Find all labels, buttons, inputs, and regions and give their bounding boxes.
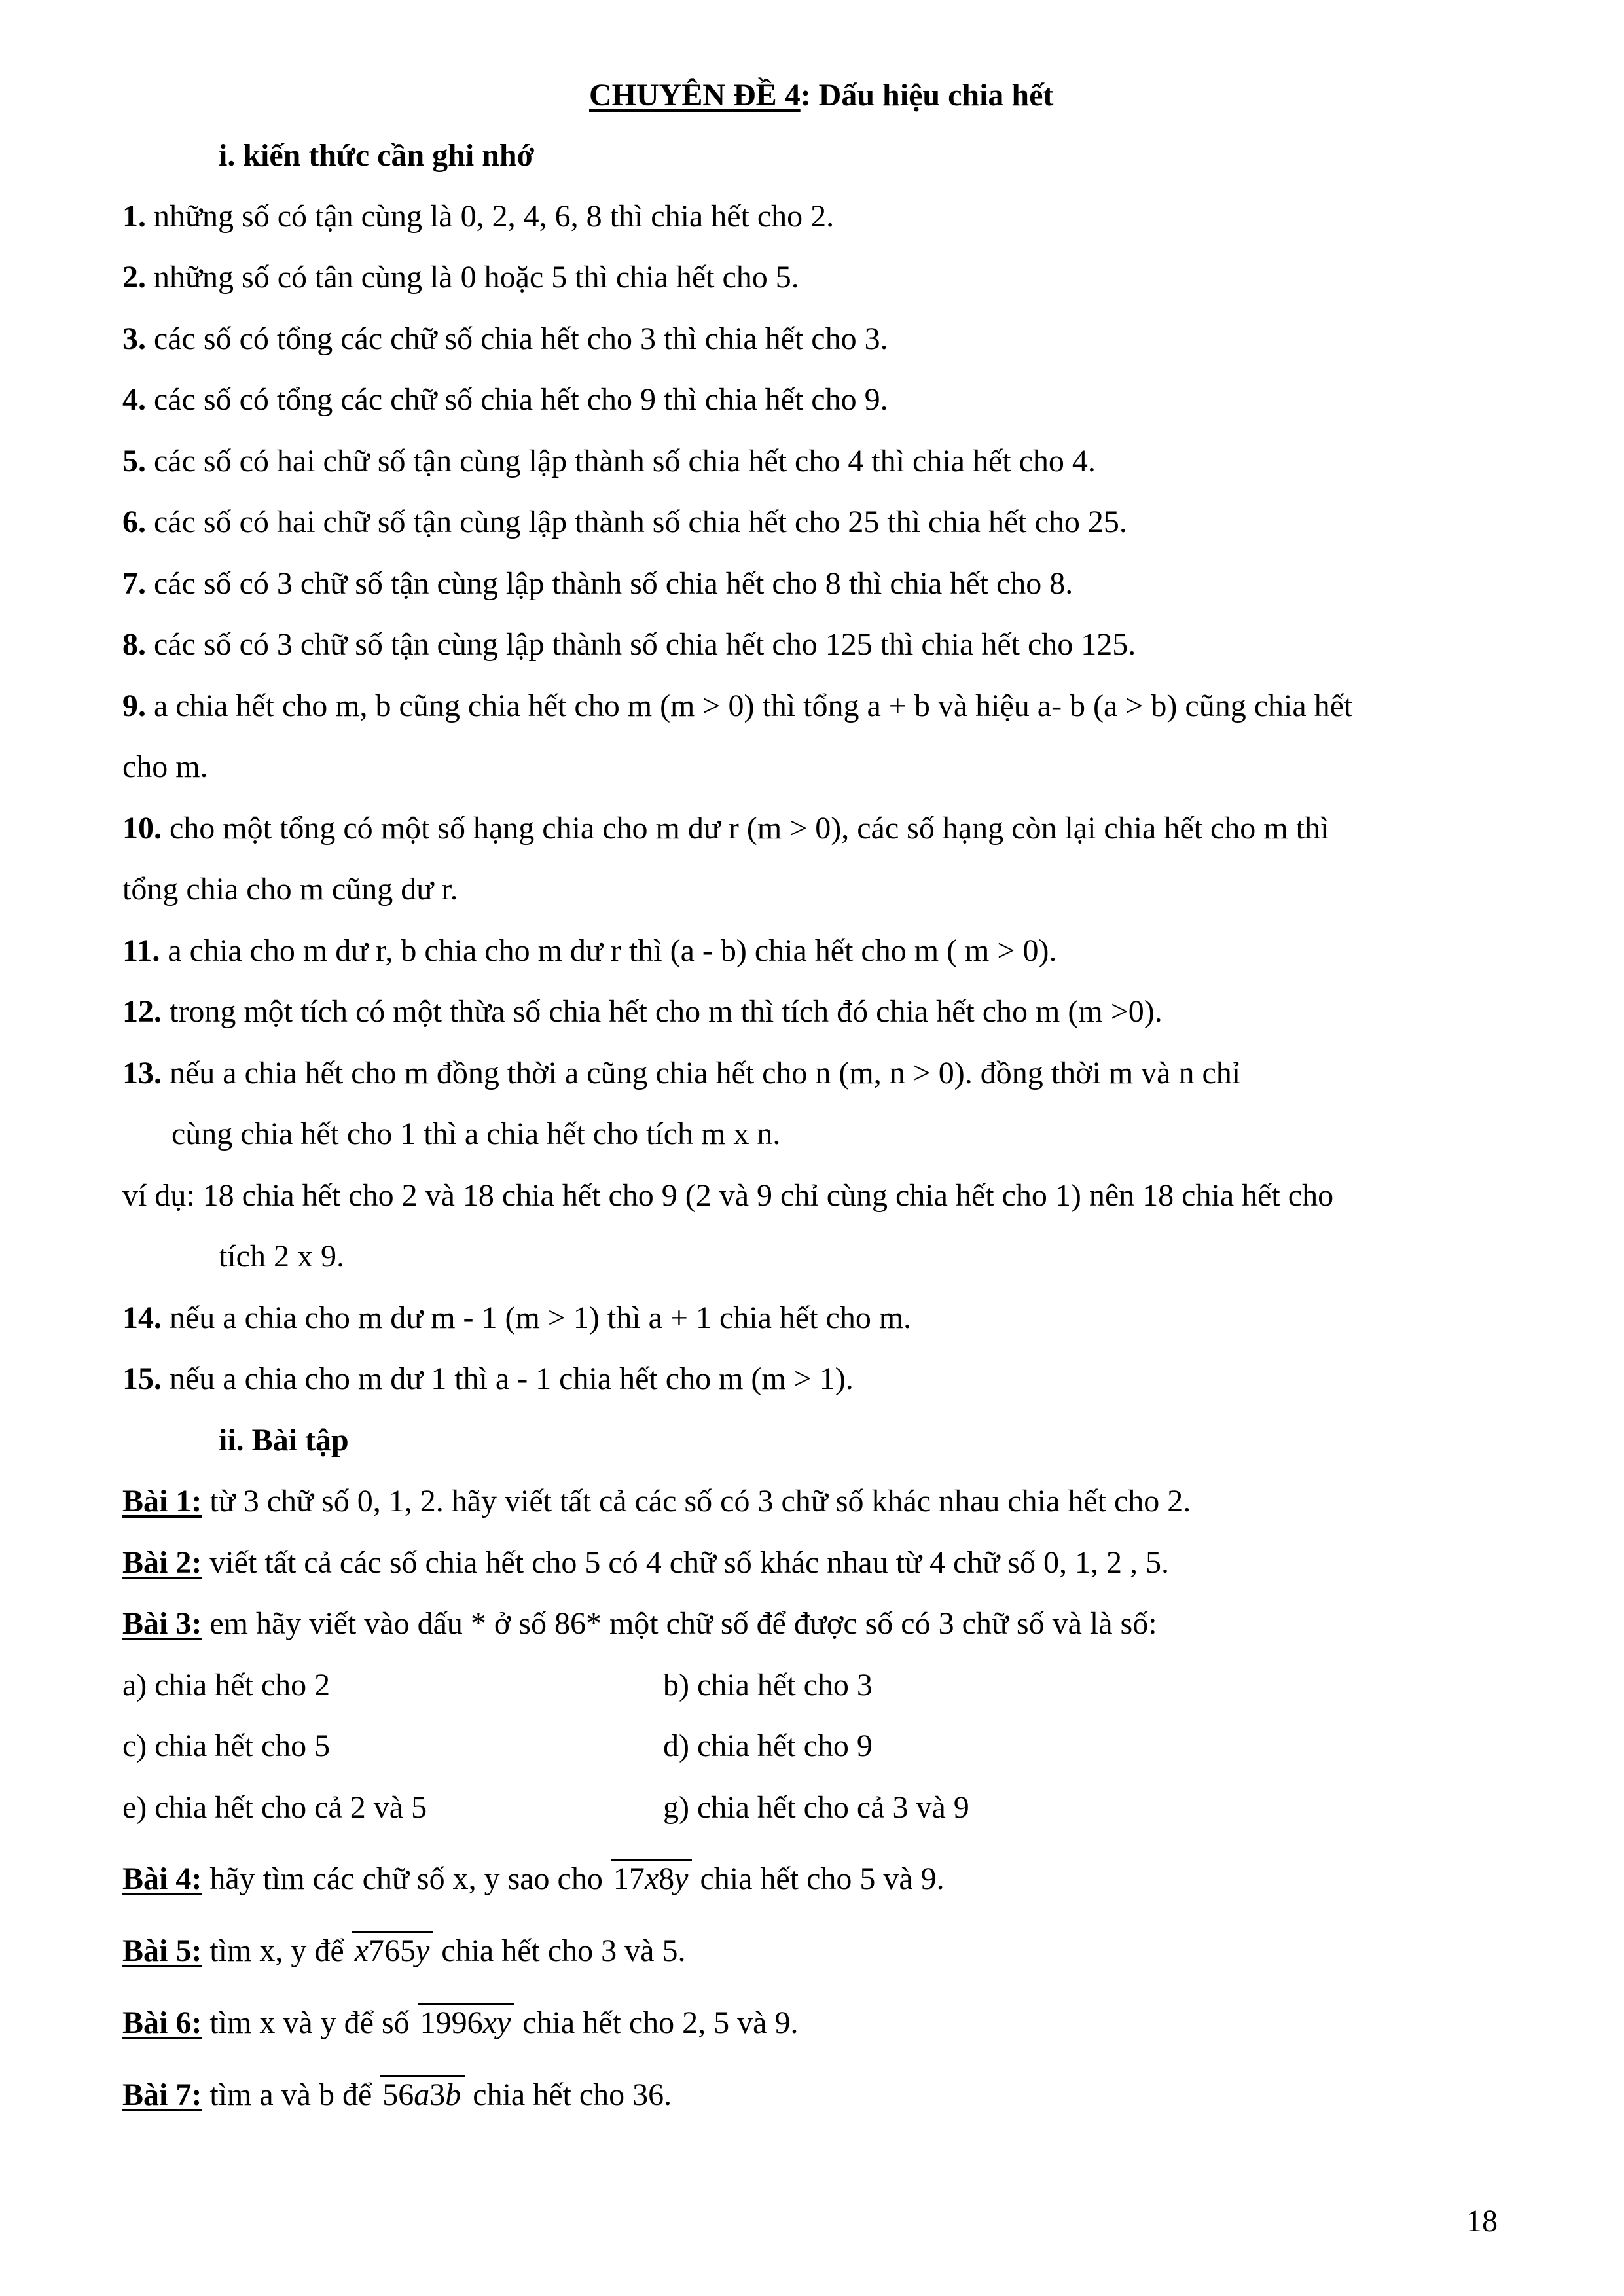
rule-13 xyxy=(122,1058,1240,1089)
rule-text: nếu a chia cho m dư m - 1 (m > 1) thì a + 1 chia hết cho m. xyxy=(170,1300,912,1335)
exercise-text: tìm x và y để số xyxy=(202,2005,418,2040)
section-heading-exercises: ii. Bài tập xyxy=(219,1423,349,1458)
rule-2 xyxy=(122,262,799,293)
rule-text: các số có hai chữ số tận cùng lập thành số chia hết cho 4 thì chia hết cho 4. xyxy=(154,444,1096,478)
exercise-4 xyxy=(122,1859,945,1895)
exercise-label: Bài 7: xyxy=(122,2077,202,2112)
exercise-2 xyxy=(122,1547,1169,1579)
example-line-2: tích 2 x 9. xyxy=(219,1239,344,1274)
rule-14 xyxy=(122,1302,911,1334)
overlined-number: x765y xyxy=(352,1931,434,1967)
overlined-number: 1996xy xyxy=(418,2003,515,2039)
exercise-text: chia hết cho 3 và 5. xyxy=(433,1933,686,1968)
exercise-text: chia hết cho 5 và 9. xyxy=(692,1861,945,1896)
rule-number: 9. xyxy=(122,689,146,723)
rule-15 xyxy=(122,1363,854,1395)
rule-text: nếu a chia cho m dư 1 thì a - 1 chia hết cho m (m > 1). xyxy=(170,1361,854,1396)
exercise-label: Bài 3: xyxy=(122,1606,202,1641)
document-title xyxy=(589,80,1053,111)
option-e: e) chia hết cho cả 2 và 5 xyxy=(122,1790,427,1825)
option-g: g) chia hết cho cả 3 và 9 xyxy=(663,1790,969,1825)
rule-3 xyxy=(122,323,888,355)
exercise-text: viết tất cả các số chia hết cho 5 có 4 chữ số khác nhau từ 4 chữ số 0, 1, 2 , 5. xyxy=(202,1545,1169,1580)
example-line-1: ví dụ: 18 chia hết cho 2 và 18 chia hết cho 9 (2 và 9 chỉ cùng chia hết cho 1) nên 18 chia hết cho xyxy=(122,1178,1334,1213)
exercise-1 xyxy=(122,1486,1191,1517)
rule-7 xyxy=(122,568,1073,600)
overlined-number: 17x8y xyxy=(611,1859,693,1895)
rule-text: a chia cho m dư r, b chia cho m dư r thì (a - b) chia hết cho m ( m > 0). xyxy=(168,933,1057,968)
rule-number: 10. xyxy=(122,811,162,846)
title-topic: CHUYÊN ĐỀ 4 xyxy=(589,78,801,113)
rule-text: trong một tích có một thừa số chia hết cho m thì tích đó chia hết cho m (m >0). xyxy=(170,994,1163,1029)
rule-number: 8. xyxy=(122,627,146,662)
rule-text: nếu a chia hết cho m đồng thời a cũng chia hết cho n (m, n > 0). đồng thời m và n chỉ xyxy=(170,1056,1241,1090)
rule-text: các số có hai chữ số tận cùng lập thành số chia hết cho 25 thì chia hết cho 25. xyxy=(154,505,1127,539)
exercise-text: tìm x, y để xyxy=(202,1933,352,1968)
rule-number: 5. xyxy=(122,444,146,478)
option-d: d) chia hết cho 9 xyxy=(663,1729,873,1763)
rule-number: 6. xyxy=(122,505,146,539)
option-c: c) chia hết cho 5 xyxy=(122,1729,331,1763)
exercise-text: em hãy viết vào dấu * ở số 86* một chữ số để được số có 3 chữ số và là số: xyxy=(202,1606,1157,1641)
exercise-7 xyxy=(122,2075,672,2111)
exercise-label: Bài 2: xyxy=(122,1545,202,1580)
rule-number: 4. xyxy=(122,382,146,417)
option-b: b) chia hết cho 3 xyxy=(663,1668,873,1702)
rule-10 xyxy=(122,813,1329,844)
exercise-text: tìm a và b để xyxy=(202,2077,380,2112)
rule-10-continued: tổng chia cho m cũng dư r. xyxy=(122,872,458,906)
rule-number: 11. xyxy=(122,933,160,968)
rule-number: 15. xyxy=(122,1361,162,1396)
page-number: 18 xyxy=(1466,2204,1498,2238)
rule-number: 1. xyxy=(122,199,146,234)
rule-12 xyxy=(122,996,1163,1028)
section-heading-knowledge: i. kiến thức cần ghi nhớ xyxy=(219,138,535,173)
exercise-text: chia hết cho 36. xyxy=(465,2077,672,2112)
rule-9 xyxy=(122,691,1352,722)
exercise-label: Bài 5: xyxy=(122,1933,202,1968)
rule-number: 13. xyxy=(122,1056,162,1090)
rule-number: 2. xyxy=(122,260,146,295)
rule-13-continued: cùng chia hết cho 1 thì a chia hết cho tích m x n. xyxy=(171,1117,781,1151)
rule-number: 12. xyxy=(122,994,162,1029)
exercise-label: Bài 6: xyxy=(122,2005,202,2040)
rule-text: a chia hết cho m, b cũng chia hết cho m (m > 0) thì tổng a + b và hiệu a- b (a > b) cũng chia hết xyxy=(154,689,1353,723)
rule-number: 7. xyxy=(122,566,146,601)
rule-text: các số có 3 chữ số tận cùng lập thành số chia hết cho 125 thì chia hết cho 125. xyxy=(154,627,1136,662)
title-subject: : Dấu hiệu chia hết xyxy=(800,78,1054,113)
rule-5 xyxy=(122,446,1096,477)
exercise-3 xyxy=(122,1608,1157,1640)
exercise-text: chia hết cho 2, 5 và 9. xyxy=(514,2005,799,2040)
rule-4 xyxy=(122,384,888,416)
rule-6 xyxy=(122,507,1127,538)
exercise-6 xyxy=(122,2003,798,2039)
overlined-number: 56a3b xyxy=(380,2075,465,2111)
rule-text: những số có tận cùng là 0, 2, 4, 6, 8 thì chia hết cho 2. xyxy=(154,199,835,234)
rule-text: những số có tân cùng là 0 hoặc 5 thì chia hết cho 5. xyxy=(154,260,799,295)
exercise-text: hãy tìm các chữ số x, y sao cho xyxy=(202,1861,611,1896)
rule-text: cho một tổng có một số hạng chia cho m dư r (m > 0), các số hạng còn lại chia hết cho m thì xyxy=(170,811,1329,846)
rule-number: 14. xyxy=(122,1300,162,1335)
rule-11 xyxy=(122,935,1056,967)
rule-9-continued: cho m. xyxy=(122,749,208,784)
option-a: a) chia hết cho 2 xyxy=(122,1668,331,1702)
rule-8 xyxy=(122,629,1136,660)
rule-text: các số có tổng các chữ số chia hết cho 9 thì chia hết cho 9. xyxy=(154,382,888,417)
exercise-label: Bài 4: xyxy=(122,1861,202,1896)
rule-1 xyxy=(122,201,834,232)
exercise-text: từ 3 chữ số 0, 1, 2. hãy viết tất cả các số có 3 chữ số khác nhau chia hết cho 2. xyxy=(202,1484,1191,1518)
exercise-5 xyxy=(122,1931,685,1967)
rule-text: các số có tổng các chữ số chia hết cho 3 thì chia hết cho 3. xyxy=(154,321,888,356)
rule-number: 3. xyxy=(122,321,146,356)
exercise-label: Bài 1: xyxy=(122,1484,202,1518)
rule-text: các số có 3 chữ số tận cùng lập thành số chia hết cho 8 thì chia hết cho 8. xyxy=(154,566,1074,601)
